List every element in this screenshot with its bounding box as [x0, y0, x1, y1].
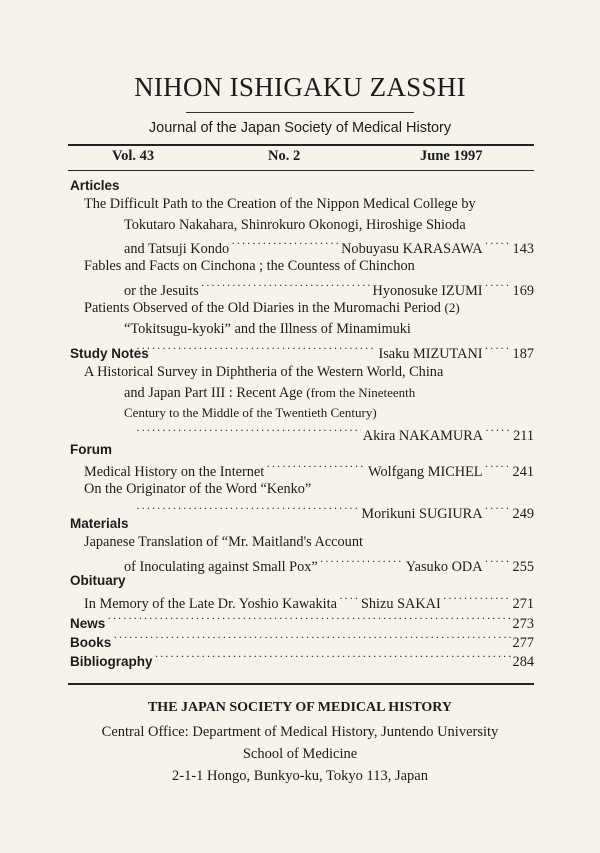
title-underline: [186, 112, 414, 113]
article-2-author: Hyonosuke IZUMI: [372, 282, 483, 299]
dot-leader: [320, 555, 404, 571]
dot-leader: [485, 460, 511, 476]
study-note-1-author: Akira NAKAMURA: [362, 427, 484, 444]
forum-1-page: 241: [512, 463, 534, 480]
books-entry: [70, 631, 534, 652]
forum-2-page: 249: [512, 505, 534, 522]
section-heading-obituary: Obituary: [70, 573, 126, 588]
article-1-author: Nobuyasu KARASAWA: [341, 240, 483, 257]
volume-label: Vol. 43: [112, 148, 155, 164]
section-heading-materials: Materials: [70, 516, 129, 531]
study-note-1-part: and Japan Part III : Recent Age: [124, 385, 303, 401]
top-rule: [68, 144, 534, 146]
dot-leader: [107, 612, 510, 628]
study-note-1-title-line-2: [124, 385, 415, 402]
dot-leader: [339, 592, 359, 608]
bibliography-entry: [70, 650, 534, 671]
office-address: 2-1-1 Hongo, Bunkyo-ku, Tokyo 113, Japan: [172, 768, 428, 784]
office-line-2: School of Medicine: [242, 746, 358, 762]
office-line-1: Central Office: Department of Medical History, Juntendo University: [101, 724, 499, 740]
materials-1-title-line-1: Japanese Translation of “Mr. Maitland's Account: [84, 534, 363, 550]
dot-leader: [201, 279, 371, 295]
issue-info-row: [0, 148, 600, 168]
dot-leader: [155, 650, 511, 666]
materials-1-entry: [124, 555, 534, 576]
article-3-part: (2): [444, 300, 460, 315]
news-page: 273: [512, 615, 534, 632]
obituary-1-page: 271: [512, 595, 534, 612]
dot-leader: [231, 237, 339, 253]
bibliography-label: Bibliography: [70, 653, 153, 669]
bibliography-page: 284: [512, 653, 534, 670]
obituary-1-entry: [84, 592, 534, 613]
forum-2-entry: [134, 502, 534, 523]
dot-leader: [485, 237, 511, 253]
obituary-1-author: Shizu SAKAI: [360, 595, 441, 612]
section-heading-forum: Forum: [70, 442, 112, 457]
dot-leader: [136, 342, 376, 358]
dot-leader: [485, 555, 511, 571]
article-3-title-line-2: “Tokitsugu-kyoki” and the Illness of Minamimuki: [124, 321, 411, 337]
journal-title: NIHON ISHIGAKU ZASSHI: [134, 72, 466, 102]
forum-2-title-line-1: On the Originator of the Word “Kenko”: [84, 481, 312, 497]
article-1-title-line-1: The Difficult Path to the Creation of the Nippon Medical College by: [84, 196, 476, 212]
forum-1-author: Wolfgang MICHEL: [368, 463, 483, 480]
footer-rule: [68, 683, 534, 685]
article-2-title-line-1: Fables and Facts on Cinchona ; the Countess of Chinchon: [84, 258, 415, 274]
issue-date: June 1997: [420, 148, 483, 164]
article-2-title-line-2: or the Jesuits: [124, 282, 199, 299]
number-label: No. 2: [268, 148, 301, 164]
dot-leader: [485, 279, 511, 295]
article-3-author: Isaku MIZUTANI: [378, 345, 483, 362]
study-note-1-title-line-3: Century to the Middle of the Twentieth Century): [124, 405, 377, 420]
books-label: Books: [70, 634, 112, 650]
forum-1-title: Medical History on the Internet: [84, 463, 265, 480]
issue-rule: [68, 170, 534, 171]
materials-1-author: Yasuko ODA: [405, 558, 483, 575]
society-name: THE JAPAN SOCIETY OF MEDICAL HISTORY: [147, 700, 453, 715]
forum-1-entry: [84, 460, 534, 481]
section-heading-articles: Articles: [70, 178, 120, 193]
article-1-title-line-3: and Tatsuji Kondo: [124, 240, 230, 257]
article-1-page: 143: [512, 240, 534, 257]
materials-1-page: 255: [512, 558, 534, 575]
materials-1-title-line-2: of Inoculating against Small Pox”: [124, 558, 318, 575]
article-1-entry: [124, 237, 534, 258]
article-2-page: 169: [512, 282, 534, 299]
article-3-title-line-1: [84, 300, 460, 317]
article-2-entry: [124, 279, 534, 300]
article-1-title-line-2: Tokutaro Nakahara, Shinrokuro Okonogi, Hiroshige Shioda: [124, 217, 466, 233]
dot-leader: [485, 424, 511, 440]
news-entry: [70, 612, 534, 633]
section-heading-study-notes: Study Notes: [70, 346, 149, 361]
journal-subtitle: Journal of the Japan Society of Medical History: [148, 120, 452, 136]
dot-leader: [485, 342, 511, 358]
dot-leader: [113, 631, 510, 647]
dot-leader: [266, 460, 366, 476]
dot-leader: [136, 502, 359, 518]
study-note-1-title-line-1: A Historical Survey in Diphtheria of the Western World, China: [84, 364, 444, 380]
article-3-page: 187: [512, 345, 534, 362]
dot-leader: [485, 502, 511, 518]
forum-2-author: Morikuni SUGIURA: [361, 505, 483, 522]
obituary-1-title: In Memory of the Late Dr. Yoshio Kawakita: [84, 595, 337, 612]
article-3-entry: [134, 342, 534, 363]
news-label: News: [70, 615, 106, 631]
study-note-1-entry: [134, 424, 534, 445]
study-note-1-range: (from the Nineteenth: [306, 385, 416, 400]
study-note-1-page: 211: [513, 427, 534, 444]
article-3-title: Patients Observed of the Old Diaries in the Muromachi Period: [84, 300, 441, 316]
dot-leader: [443, 592, 511, 608]
books-page: 277: [512, 634, 534, 651]
dot-leader: [136, 424, 361, 440]
